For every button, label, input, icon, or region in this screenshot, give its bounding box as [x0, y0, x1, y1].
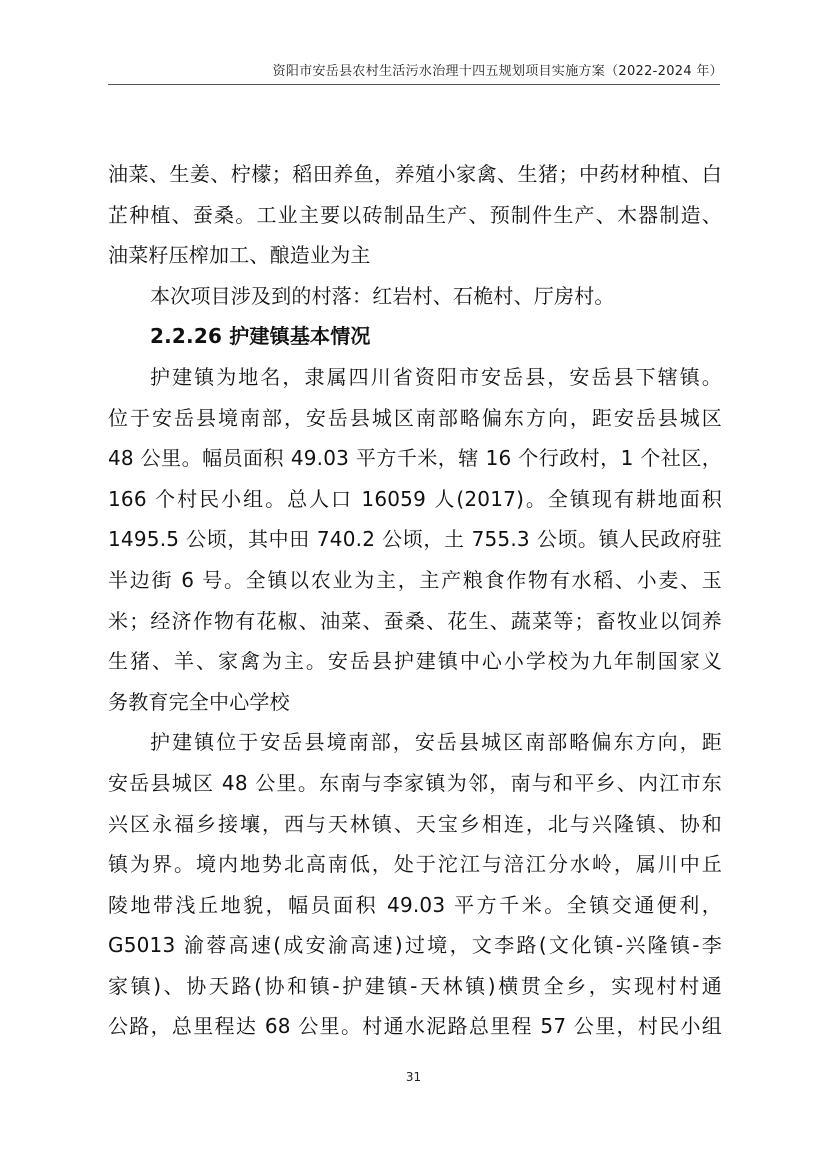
paragraph-line: 陵地带浅丘地貌，幅员面积 49.03 平方千米。全镇交通便利，: [108, 892, 722, 917]
section-heading: 2.2.26 护建镇基本情况: [150, 324, 371, 349]
paragraph-line: 护建镇为地名，隶属四川省资阳市安岳县，安岳县下辖镇。: [150, 364, 722, 389]
paragraph-line: 安岳县城区 48 公里。东南与李家镇为邻，南与和平乡、内江市东: [108, 770, 722, 795]
page-number: 31: [405, 1070, 422, 1084]
paragraph-line: 公路，总里程达 68 公里。村通水泥路总里程 57 公里，村民小组: [108, 1014, 722, 1039]
paragraph-line: 本次项目涉及到的村落：红岩村、石桅村、厅房村。: [150, 283, 615, 308]
paragraph-line: 油菜籽压榨加工、酿造业为主: [108, 243, 371, 268]
paragraph-line: 兴区永福乡接壤，西与天林镇、天宝乡相连，北与兴隆镇、协和: [108, 811, 722, 836]
running-header: 资阳市安岳县农村生活污水治理十四五规划项目实施方案（2022-2024 年）: [272, 64, 723, 79]
paragraph-line: 镇为界。境内地势北高南低，处于沱江与涪江分水岭，属川中丘: [108, 852, 722, 877]
paragraph-line: 家镇)、协天路(协和镇-护建镇-天林镇)横贯全乡，实现村村通: [108, 973, 722, 998]
paragraph-line: 生猪、羊、家禽为主。安岳县护建镇中心小学校为九年制国家义: [108, 649, 722, 674]
paragraph-line: 油菜、生姜、柠檬；稻田养鱼，养殖小家禽、生猪；中药材种植、白: [108, 162, 722, 186]
paragraph-line: 护建镇位于安岳县境南部，安岳县城区南部略偏东方向，距: [150, 730, 722, 755]
paragraph-line: 位于安岳县境南部，安岳县城区南部略偏东方向，距安岳县城区: [108, 405, 722, 430]
paragraph-line: 务教育完全中心学校: [108, 689, 290, 714]
document-body: [108, 154, 722, 1047]
header-rule: [108, 84, 720, 85]
paragraph-line: 48 公里。幅员面积 49.03 平方千米，辖 16 个行政村，1 个社区，: [108, 446, 722, 471]
paragraph-line: 半边街 6 号。全镇以农业为主，主产粮食作物有水稻、小麦、玉: [108, 567, 722, 592]
paragraph-line: 1495.5 公顷，其中田 740.2 公顷，土 755.3 公顷。镇人民政府驻: [108, 527, 722, 552]
paragraph-line: 米；经济作物有花椒、油菜、蚕桑、花生、蔬菜等；畜牧业以饲养: [108, 608, 722, 633]
paragraph-line: 166 个村民小组。总人口 16059 人(2017)。全镇现有耕地面积: [108, 486, 722, 511]
paragraph-line: G5013 渝蓉高速(成安渝高速)过境，文李路(文化镇-兴隆镇-李: [108, 933, 722, 958]
paragraph-line: 芷种植、蚕桑。工业主要以砖制品生产、预制件生产、木器制造、: [108, 202, 722, 227]
